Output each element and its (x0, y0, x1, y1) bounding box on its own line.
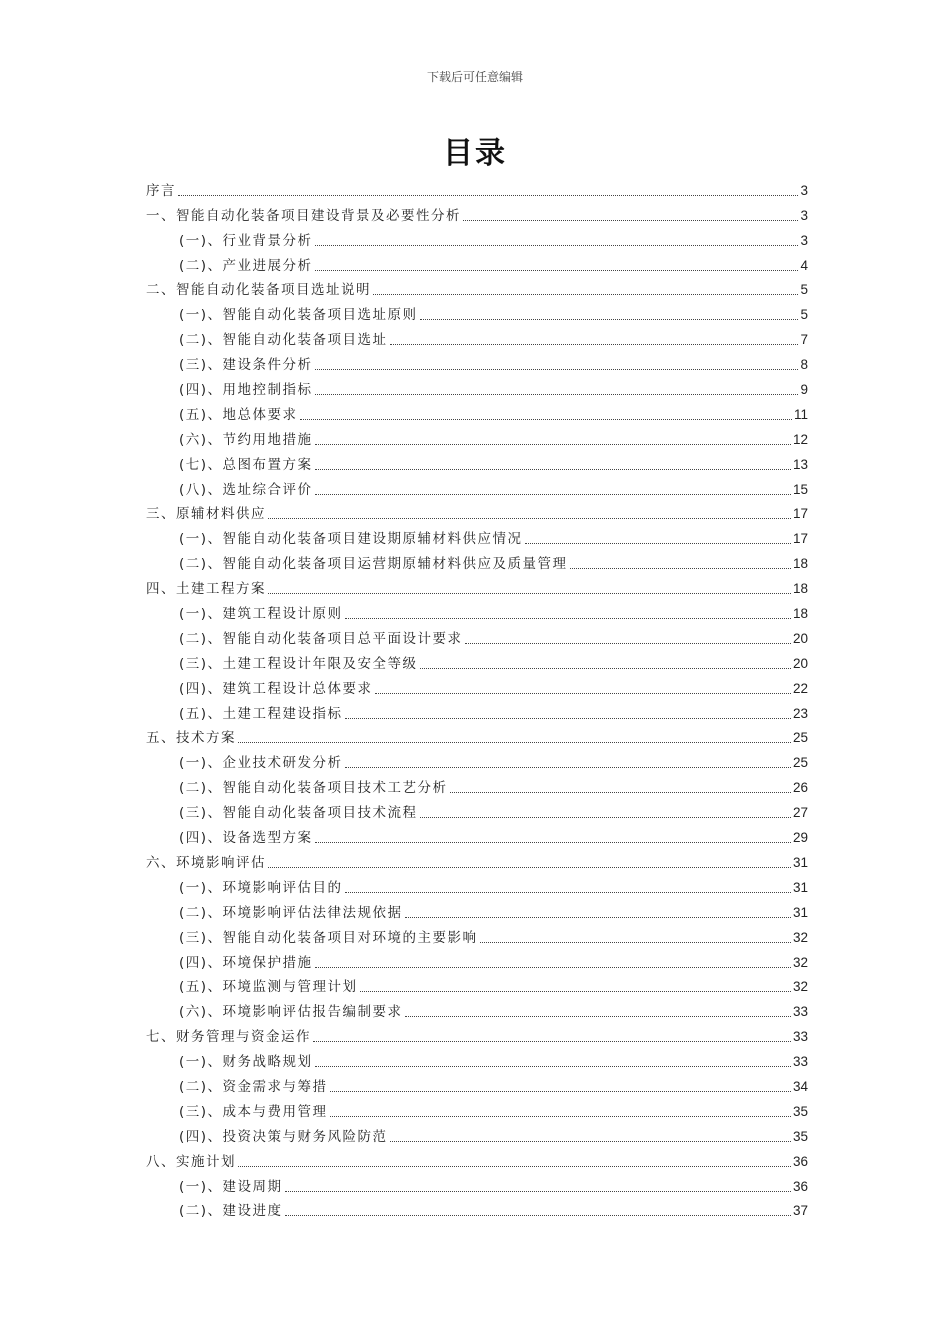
toc-entry[interactable] (146, 374, 808, 399)
toc-entry-page-number: 17 (792, 506, 808, 522)
toc-entry-page-number: 18 (792, 581, 808, 597)
toc-leader-dots (315, 494, 791, 495)
toc-entry[interactable] (146, 947, 808, 972)
toc-entry-page-number: 3 (800, 232, 808, 248)
toc-entry-label: (一)、智能自动化装备项目建设期原辅材料供应情况 (179, 531, 523, 548)
toc-entry-label: (一)、财务战略规划 (179, 1054, 313, 1071)
toc-entry-page-number: 18 (792, 606, 808, 622)
toc-leader-dots (268, 867, 791, 868)
toc-entry-page-number: 34 (792, 1078, 808, 1094)
toc-entry-label: (四)、建筑工程设计总体要求 (179, 680, 373, 697)
toc-entry-page-number: 32 (792, 954, 808, 970)
toc-entry-label: (二)、资金需求与筹措 (179, 1078, 328, 1095)
toc-entry-page-number: 32 (792, 979, 808, 995)
toc-entry-label: (二)、智能自动化装备项目运营期原辅材料供应及质量管理 (179, 556, 568, 573)
toc-entry[interactable] (146, 673, 808, 698)
toc-entry[interactable] (146, 1046, 808, 1071)
toc-entry-label: (一)、环境影响评估目的 (179, 879, 343, 896)
toc-entry[interactable] (146, 200, 808, 225)
toc-leader-dots (345, 767, 791, 768)
toc-entry-page-number: 27 (792, 805, 808, 821)
toc-entry-label: (二)、智能自动化装备项目选址 (179, 332, 388, 349)
toc-entry-label: 三、原辅材料供应 (146, 506, 266, 523)
toc-entry[interactable] (146, 897, 808, 922)
toc-entry-page-number: 23 (792, 705, 808, 721)
toc-entry-page-number: 13 (792, 456, 808, 472)
toc-entry-page-number: 33 (792, 1004, 808, 1020)
toc-title: 目录 (443, 136, 507, 171)
toc-entry[interactable] (146, 299, 808, 324)
toc-leader-dots (465, 643, 791, 644)
toc-leader-dots (345, 718, 791, 719)
toc-entry-page-number: 25 (792, 755, 808, 771)
toc-entry[interactable] (146, 623, 808, 648)
toc-entry[interactable] (146, 1146, 808, 1171)
toc-entry-label: (二)、产业进展分析 (179, 257, 313, 274)
toc-entry[interactable] (146, 797, 808, 822)
toc-entry[interactable] (146, 723, 808, 748)
toc-leader-dots (315, 369, 799, 370)
toc-entry[interactable] (146, 399, 808, 424)
toc-leader-dots (315, 469, 791, 470)
toc-leader-dots (285, 1191, 791, 1192)
toc-entry-label: (一)、企业技术研发分析 (179, 755, 343, 772)
toc-entry-page-number: 31 (792, 854, 808, 870)
toc-entry[interactable] (146, 847, 808, 872)
toc-entry[interactable] (146, 474, 808, 499)
toc-entry-label: (一)、建设周期 (179, 1178, 283, 1195)
toc-entry-label: 六、环境影响评估 (146, 854, 266, 871)
toc-entry-page-number: 22 (792, 680, 808, 696)
toc-entry[interactable] (146, 747, 808, 772)
toc-leader-dots (315, 842, 791, 843)
toc-entry[interactable] (146, 1121, 808, 1146)
table-of-contents (146, 175, 808, 1220)
toc-entry[interactable] (146, 548, 808, 573)
toc-entry[interactable] (146, 1071, 808, 1096)
toc-entry-label: (三)、建设条件分析 (179, 357, 313, 374)
toc-entry-page-number: 15 (792, 481, 808, 497)
toc-leader-dots (300, 419, 792, 420)
toc-entry-label: (四)、投资决策与财务风险防范 (179, 1128, 388, 1145)
toc-leader-dots (390, 1141, 791, 1142)
toc-entry-label: 一、智能自动化装备项目建设背景及必要性分析 (146, 207, 461, 224)
toc-entry-label: (四)、用地控制指标 (179, 382, 313, 399)
toc-entry-page-number: 36 (792, 1178, 808, 1194)
toc-entry-page-number: 33 (792, 1029, 808, 1045)
toc-entry-label: 序言 (146, 182, 176, 199)
toc-entry-label: (一)、建筑工程设计原则 (179, 606, 343, 623)
toc-entry-label: 四、土建工程方案 (146, 581, 266, 598)
toc-entry[interactable] (146, 996, 808, 1021)
toc-entry[interactable] (146, 275, 808, 300)
toc-entry-page-number: 7 (800, 332, 808, 348)
toc-entry-label: 七、财务管理与资金运作 (146, 1029, 311, 1046)
toc-leader-dots (268, 518, 791, 519)
toc-entry[interactable] (146, 324, 808, 349)
toc-entry[interactable] (146, 250, 808, 275)
toc-entry-label: (二)、建设进度 (179, 1203, 283, 1220)
toc-entry-label: 二、智能自动化装备项目选址说明 (146, 282, 371, 299)
toc-leader-dots (315, 394, 799, 395)
toc-entry-label: (一)、行业背景分析 (179, 232, 313, 249)
toc-entry-page-number: 33 (792, 1054, 808, 1070)
toc-leader-dots (405, 1016, 791, 1017)
toc-entry[interactable] (146, 175, 808, 200)
toc-entry[interactable] (146, 499, 808, 524)
toc-entry-label: (四)、环境保护措施 (179, 954, 313, 971)
toc-entry-label: (三)、智能自动化装备项目技术流程 (179, 805, 418, 822)
toc-entry[interactable] (146, 523, 808, 548)
toc-entry-label: (五)、环境监测与管理计划 (179, 979, 358, 996)
toc-leader-dots (390, 344, 799, 345)
toc-entry-label: (三)、智能自动化装备项目对环境的主要影响 (179, 929, 478, 946)
toc-entry[interactable] (146, 698, 808, 723)
toc-leader-dots (420, 668, 791, 669)
toc-entry-page-number: 11 (793, 406, 808, 422)
toc-leader-dots (330, 1116, 791, 1117)
toc-entry[interactable] (146, 1021, 808, 1046)
toc-entry[interactable] (146, 972, 808, 997)
toc-leader-dots (570, 568, 791, 569)
toc-leader-dots (178, 195, 798, 196)
toc-entry-page-number: 3 (800, 207, 808, 223)
toc-entry[interactable] (146, 1096, 808, 1121)
toc-entry-label: (二)、智能自动化装备项目总平面设计要求 (179, 630, 463, 647)
toc-entry-page-number: 17 (792, 531, 808, 547)
toc-entry-page-number: 26 (792, 780, 808, 796)
toc-entry[interactable] (146, 424, 808, 449)
toc-entry[interactable] (146, 1171, 808, 1196)
toc-leader-dots (405, 917, 791, 918)
toc-entry-label: 五、技术方案 (146, 730, 236, 747)
toc-entry[interactable] (146, 598, 808, 623)
toc-entry-page-number: 5 (800, 282, 808, 298)
toc-entry[interactable] (146, 822, 808, 847)
toc-entry-label: 八、实施计划 (146, 1153, 236, 1170)
toc-entry-page-number: 31 (792, 879, 808, 895)
toc-leader-dots (463, 220, 798, 221)
toc-entry-page-number: 9 (800, 382, 808, 398)
toc-entry-label: (一)、智能自动化装备项目选址原则 (179, 307, 418, 324)
toc-leader-dots (315, 444, 791, 445)
toc-leader-dots (375, 693, 791, 694)
toc-entry-page-number: 8 (800, 357, 808, 373)
toc-entry[interactable] (146, 1196, 808, 1221)
toc-entry-label: (五)、土建工程建设指标 (179, 705, 343, 722)
toc-leader-dots (315, 1066, 791, 1067)
toc-leader-dots (238, 742, 791, 743)
toc-entry-label: (二)、环境影响评估法律法规依据 (179, 904, 403, 921)
toc-leader-dots (285, 1215, 791, 1216)
toc-leader-dots (238, 1166, 791, 1167)
toc-entry-label: (六)、环境影响评估报告编制要求 (179, 1004, 403, 1021)
toc-leader-dots (420, 817, 791, 818)
toc-entry-page-number: 20 (792, 655, 808, 671)
toc-entry-page-number: 35 (792, 1128, 808, 1144)
toc-entry-page-number: 35 (792, 1103, 808, 1119)
toc-leader-dots (480, 942, 791, 943)
toc-entry-label: (八)、选址综合评价 (179, 481, 313, 498)
toc-leader-dots (420, 319, 799, 320)
toc-entry[interactable] (146, 772, 808, 797)
toc-entry-page-number: 36 (792, 1153, 808, 1169)
toc-entry-page-number: 5 (800, 307, 808, 323)
toc-entry[interactable] (146, 922, 808, 947)
toc-entry-page-number: 12 (792, 431, 808, 447)
toc-leader-dots (345, 892, 791, 893)
toc-leader-dots (330, 1091, 791, 1092)
toc-leader-dots (373, 294, 798, 295)
toc-entry[interactable] (146, 349, 808, 374)
toc-entry-page-number: 4 (800, 257, 808, 273)
header-note: 下载后可任意编辑 (426, 70, 523, 84)
toc-leader-dots (315, 245, 799, 246)
toc-entry-label: (二)、智能自动化装备项目技术工艺分析 (179, 780, 448, 797)
toc-leader-dots (345, 618, 791, 619)
toc-entry-page-number: 32 (792, 929, 808, 945)
toc-leader-dots (360, 991, 791, 992)
toc-entry[interactable] (146, 573, 808, 598)
toc-entry-page-number: 20 (792, 630, 808, 646)
toc-entry[interactable] (146, 648, 808, 673)
toc-leader-dots (313, 1041, 791, 1042)
toc-entry-page-number: 29 (792, 830, 808, 846)
toc-entry-page-number: 25 (792, 730, 808, 746)
toc-leader-dots (315, 270, 799, 271)
toc-entry[interactable] (146, 872, 808, 897)
toc-entry-page-number: 3 (800, 182, 808, 198)
toc-entry[interactable] (146, 225, 808, 250)
toc-entry-label: (五)、地总体要求 (179, 406, 298, 423)
toc-leader-dots (268, 593, 791, 594)
toc-entry-label: (四)、设备选型方案 (179, 830, 313, 847)
toc-entry-page-number: 18 (792, 556, 808, 572)
toc-leader-dots (315, 967, 791, 968)
toc-entry-label: (三)、土建工程设计年限及安全等级 (179, 655, 418, 672)
toc-entry[interactable] (146, 449, 808, 474)
toc-entry-page-number: 31 (792, 904, 808, 920)
toc-entry-page-number: 37 (792, 1203, 808, 1219)
toc-leader-dots (525, 543, 791, 544)
toc-entry-label: (七)、总图布置方案 (179, 456, 313, 473)
toc-entry-label: (六)、节约用地措施 (179, 431, 313, 448)
toc-entry-label: (三)、成本与费用管理 (179, 1103, 328, 1120)
toc-leader-dots (450, 792, 791, 793)
